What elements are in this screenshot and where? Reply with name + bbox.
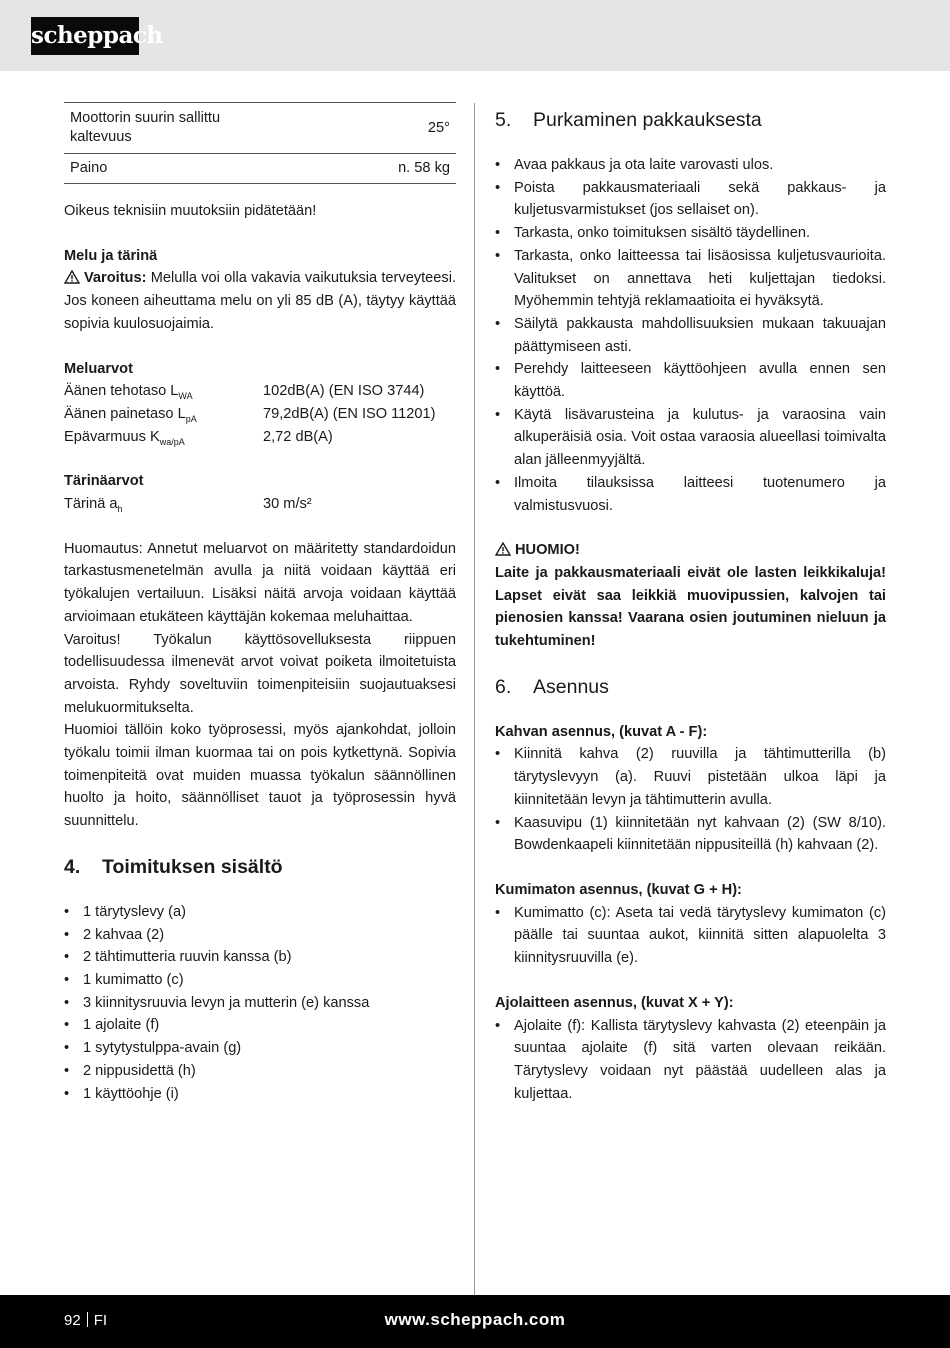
list-item: • Kumimatto (c): Aseta tai vedä tärytyslevy kumimaton (c) päälle tai suuntaa aukot, kiinnitä sitten alapuolelta 3 kiinnitysruuvilla (e). — [495, 902, 886, 970]
list-item: • Avaa pakkaus ja ota laite varovasti ulos. — [495, 154, 886, 177]
noise-value-key: Äänen painetaso $L_{pA}$ — [64, 405, 197, 424]
noise-value: 2,72 dB(A) — [263, 428, 333, 445]
caution-title: HUOMIO! — [495, 539, 886, 562]
note-paragraph: Varoitus! Työkalun käyttösovelluksesta riippuen todellisuudessa ilmenevät arvot voivat poiketa ilmoitetuista arvoista. Ryhdy soveltuviin toimenpiteisiin suojautuaksesi melukuormitukselta. — [64, 631, 456, 716]
list-item: • Säilytä pakkausta mahdollisuuksien mukaan takuuajan päättymiseen asti. — [495, 313, 886, 358]
list-item: • 2 kahvaa (2) — [64, 924, 456, 947]
list-item: • Perehdy laitteeseen käyttöohjeen avulla ennen sen käyttöä. — [495, 358, 886, 403]
vibration-heading: Tärinäarvot — [64, 473, 144, 490]
column-divider — [474, 103, 475, 1295]
list-item: • Ajolaite (f): Kallista tärytyslevy kahvasta (2) eteenpäin ja suuntaa ajolaite (f) sitä varten olevaan reikään. Tärytyslevy voidaan nyt päästää uudelleen alas ja kuljettaa. — [495, 1015, 886, 1106]
noise-warning — [64, 267, 456, 335]
vibration-value: 30 m/s² — [263, 496, 312, 513]
spec-label: Moottorin suurin sallittu kaltevuus — [70, 109, 221, 145]
subsection-heading: Kumimaton asennus, (kuvat G + H): — [495, 881, 742, 898]
list-item: • 1 käyttöohje (i) — [64, 1083, 456, 1106]
noise-value-key: Äänen tehotaso $L_{WA}$ — [64, 383, 193, 402]
list-item: • 2 tähtimutteria ruuvin kanssa (b) — [64, 946, 456, 969]
spec-row — [64, 154, 456, 184]
delivery-contents-list — [64, 901, 456, 1105]
noise-value: 79,2dB(A) (EN ISO 11201) — [263, 405, 436, 422]
section-5-heading: 5. Purkaminen pakkauksesta — [495, 109, 762, 131]
scheppach-logo: scheppach — [31, 17, 139, 55]
subsection-heading: Ajolaitteen asennus, (kuvat X + Y): — [495, 994, 734, 1011]
noise-value-key: Epävarmuus $K_{wa/pA}$ — [64, 428, 185, 447]
list-item: • 3 kiinnitysruuvia levyn ja mutterin (e) kanssa — [64, 992, 456, 1015]
list-item: • Käytä lisävarusteina ja kulutus- ja varaosina vain alkuperäisiä osia. Voit ostaa varaosia alueellasi toimivalta alan jälleenmyyjältä. — [495, 404, 886, 472]
rights-note: Oikeus teknisiin muutoksiin pidätetään! — [64, 203, 317, 219]
language-code: FI — [93, 1312, 108, 1329]
transport-device-list — [495, 1015, 886, 1106]
caution-text: Laite ja pakkausmateriaali eivät ole lasten leikkikaluja! Lapset eivät saa leikkiä muovipussien, kalvojen tai pienosien kanssa! Vaarana osien joutuminen nieluun ja tukehtuminen! — [495, 564, 886, 650]
list-item: • 2 nippusidettä (h) — [64, 1060, 456, 1083]
rubber-mat-list — [495, 902, 886, 970]
spec-table — [64, 102, 456, 184]
page-number: 92 — [64, 1312, 81, 1329]
footer-bar — [0, 1295, 950, 1348]
list-item: • Kiinnitä kahva (2) ruuvilla ja tähtimutterilla (b) tärytyslevyyn (a). Ruuvi pistetään ulkoa läpi ja kiinnitetään levyn ja tähtimutterin avulla. — [495, 743, 886, 811]
left-column — [64, 102, 456, 1105]
list-item: • Tarkasta, onko toimituksen sisältö täydellinen. — [495, 222, 886, 245]
list-item: • Kaasuvipu (1) kiinnitetään nyt kahvaan (2) (SW 8/10). Bowdenkaapeli kiinnitetään nippusiteillä (h) kahvaan (2). — [495, 812, 886, 857]
note-paragraph: Huomautus: Annetut meluarvot on määritetty standardoidun tarkastusmenetelmän avulla ja niitä voidaan käyttää eri työkalujen vertailuun. Lisäksi näitä arvoja voidaan käyttää arvioimaan etukäteen käyttäjän kokemaa meluhaittaa. — [64, 540, 456, 625]
warning-text: Melulla voi olla vakavia vaikutuksia terveyteesi. Jos koneen aiheuttama melu on yli 85 dB (A), täytyy käyttää sopivia kuulosuojaimia. — [64, 270, 456, 332]
spec-row — [64, 103, 456, 154]
list-item: • 1 kumimatto (c) — [64, 969, 456, 992]
handle-assembly-list — [495, 743, 886, 857]
list-item: • 1 tärytyslevy (a) — [64, 901, 456, 924]
vibration-key: Tärinä $a_h$ — [64, 496, 123, 515]
noise-value-row — [64, 380, 456, 403]
website-url: www.scheppach.com — [384, 1310, 566, 1329]
right-column — [495, 102, 886, 1105]
noise-value-row — [64, 426, 456, 449]
noise-value: 102dB(A) (EN ISO 3744) — [263, 383, 425, 400]
subsection-heading: Kahvan asennus, (kuvat A - F): — [495, 723, 708, 740]
unpacking-list — [495, 154, 886, 517]
list-item: • 1 sytytystulppa-avain (g) — [64, 1037, 456, 1060]
list-item: • Ilmoita tilauksissa laitteesi tuotenumero ja valmistusvuosi. — [495, 472, 886, 517]
list-item: • Poista pakkausmateriaali sekä pakkaus- ja kuljetusvarmistukset (jos sellaiset on). — [495, 177, 886, 222]
note-paragraph: Huomioi tällöin koko työprosessi, myös ajankohdat, jolloin työkalu toimii ilman kuormaa tai on pois kytkettynä. Sopivia toimenpiteitä ovat muiden muassa työkalun säännöllinen huolto ja hoito, säännölliset tauot ja työprosessin hyvä suunnittelu. — [64, 722, 456, 830]
noise-values-heading: Meluarvot — [64, 360, 133, 377]
list-item: • Tarkasta, onko laitteessa tai lisäosissa kuljetusvaurioita. Valitukset on annettava heti kuljettajan tiedoksi. Myöhemmin tehtyjä reklamaatioita ei hyväksytä. — [495, 245, 886, 313]
spec-value: 25° — [427, 119, 450, 136]
section-6-heading: 6. Asennus — [495, 675, 609, 698]
section-4-heading: 4. Toimituksen sisältö — [64, 855, 283, 878]
noise-heading: Melu ja tärinä — [64, 247, 158, 264]
noise-value-row — [64, 403, 456, 426]
warning-triangle-icon — [495, 542, 511, 556]
warning-triangle-icon — [64, 270, 80, 284]
warning-label: Varoitus: — [84, 270, 147, 287]
vibration-row — [64, 493, 456, 516]
header-bar — [0, 0, 950, 71]
list-item: • 1 ajolaite (f) — [64, 1014, 456, 1037]
spec-label: Paino — [70, 159, 108, 176]
spec-value: n. 58 kg — [398, 160, 450, 177]
